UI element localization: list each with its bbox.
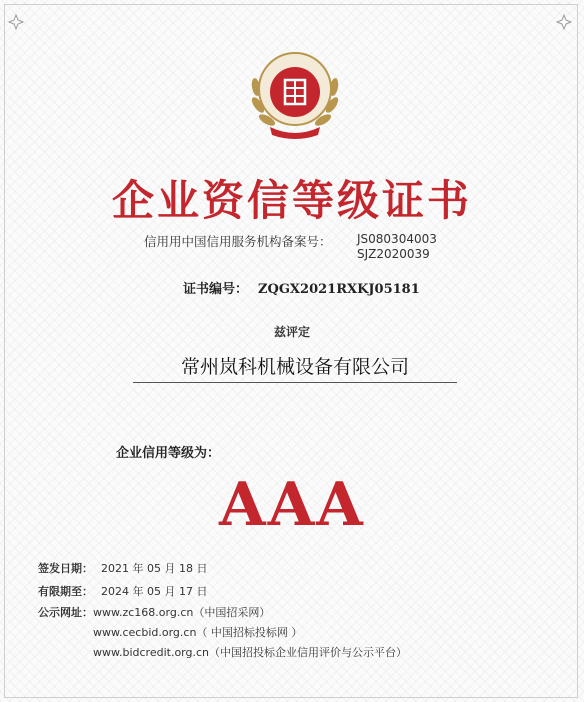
issue-date-label: 签发日期： bbox=[38, 562, 93, 575]
issue-date: 2021 年 05 月 18 日 bbox=[101, 562, 208, 575]
expiry-date-row bbox=[38, 583, 207, 599]
expiry-date-label: 有限期至： bbox=[38, 585, 93, 598]
rated-text: 兹评定 bbox=[273, 325, 310, 339]
certificate-number: ZQGX2021RXKJ05181 bbox=[258, 282, 420, 297]
website-label: 公示网址： bbox=[38, 606, 93, 619]
certificate-number-row bbox=[183, 278, 420, 297]
certificate-number-label: 证书编号： bbox=[183, 282, 249, 297]
corner-ornament-icon bbox=[556, 14, 572, 30]
registration-codes bbox=[357, 232, 437, 262]
website-url[interactable]: www.zc168.org.cn（中国招采网） bbox=[93, 606, 271, 619]
expiry-date: 2024 年 05 月 17 日 bbox=[101, 585, 208, 598]
organization-seal bbox=[240, 43, 350, 143]
company-underline bbox=[133, 382, 457, 383]
credit-grade: AAA bbox=[219, 470, 365, 540]
registration-code: JS080304003 bbox=[357, 232, 437, 246]
certificate-title: 企业资信等级证书 bbox=[111, 176, 472, 225]
website-url[interactable]: www.cecbid.org.cn（ 中国招标投标网 ） bbox=[93, 626, 303, 639]
corner-ornament-icon bbox=[8, 14, 24, 30]
website-url[interactable]: www.bidcredit.org.cn（中国招投标企业信用评价与公示平台） bbox=[93, 646, 407, 659]
registration-code: SJZ2020039 bbox=[357, 247, 430, 261]
registration-label: 信用用中国信用服务机构备案号： bbox=[144, 234, 332, 249]
credit-level-label: 企业信用等级为： bbox=[116, 446, 221, 461]
company-name: 常州岚科机械设备有限公司 bbox=[180, 356, 409, 378]
issue-date-row bbox=[38, 560, 207, 576]
